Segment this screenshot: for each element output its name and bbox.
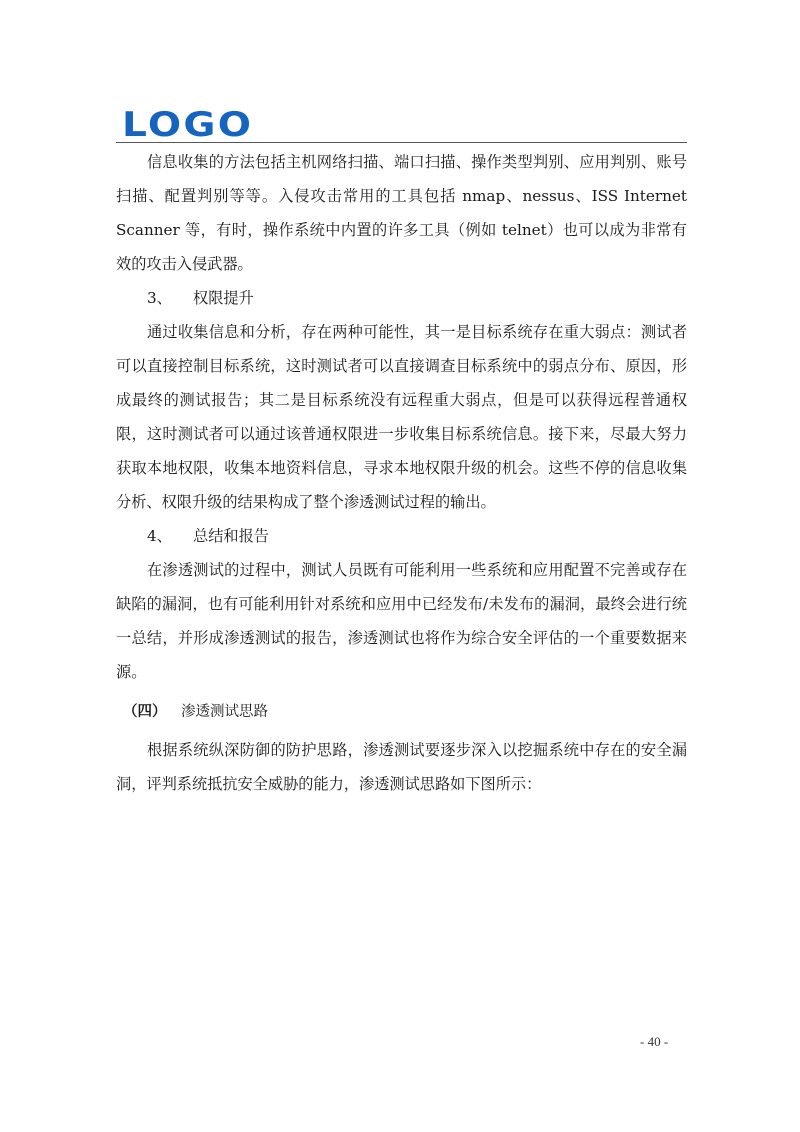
company-logo: LOGO	[122, 105, 254, 145]
header-divider	[116, 142, 687, 143]
section-number: （四）	[123, 704, 167, 720]
heading-title: 权限提升	[193, 289, 254, 307]
section-title: 渗透测试思路	[181, 704, 268, 720]
heading-title: 总结和报告	[193, 527, 269, 545]
heading-summary-report	[116, 519, 687, 553]
paragraph-pentest-approach: 根据系统纵深防御的防护思路，渗透测试要逐步深入以挖掘系统中存在的安全漏洞，评判系统抵抗安全威胁的能力，渗透测试思路如下图所示：	[116, 741, 687, 793]
paragraph-privilege-escalation: 通过收集信息和分析，存在两种可能性，其一是目标系统存在重大弱点：测试者可以直接控制目标系统，这时测试者可以直接调查目标系统中的弱点分布、原因，形成最终的测试报告；其二是目标系统没有远程重大弱点，但是可以获得远程普通权限，这时测试者可以通过该普通权限进一步收集目标系统信息。接下来，尽最大努力获取本地权限，收集本地资料信息，寻求本地权限升级的机会。这些不停的信息收集分析、权限升级的结果构成了整个渗透测试过程的输出。	[116, 323, 687, 511]
section-heading-pentest-approach	[116, 695, 687, 729]
heading-privilege-escalation	[116, 281, 687, 315]
heading-number: 3、	[147, 289, 172, 307]
paragraph-info-gathering: 信息收集的方法包括主机网络扫描、端口扫描、操作类型判别、应用判别、账号扫描、配置判别等等。入侵攻击常用的工具包括 nmap、nessus、ISS Internet Scanner 等，有时，操作系统中内置的许多工具（例如 telnet）也可以成为非常有效的攻击入侵武器。	[116, 153, 687, 273]
page-number: - 40 -	[640, 1034, 669, 1049]
paragraph-summary-report: 在渗透测试的过程中，测试人员既有可能利用一些系统和应用配置不完善或存在缺陷的漏洞，也有可能利用针对系统和应用中已经发布/未发布的漏洞，最终会进行统一总结，并形成渗透测试的报告，渗透测试也将作为综合安全评估的一个重要数据来源。	[116, 561, 687, 681]
document-body	[116, 145, 687, 801]
heading-number: 4、	[147, 527, 172, 545]
